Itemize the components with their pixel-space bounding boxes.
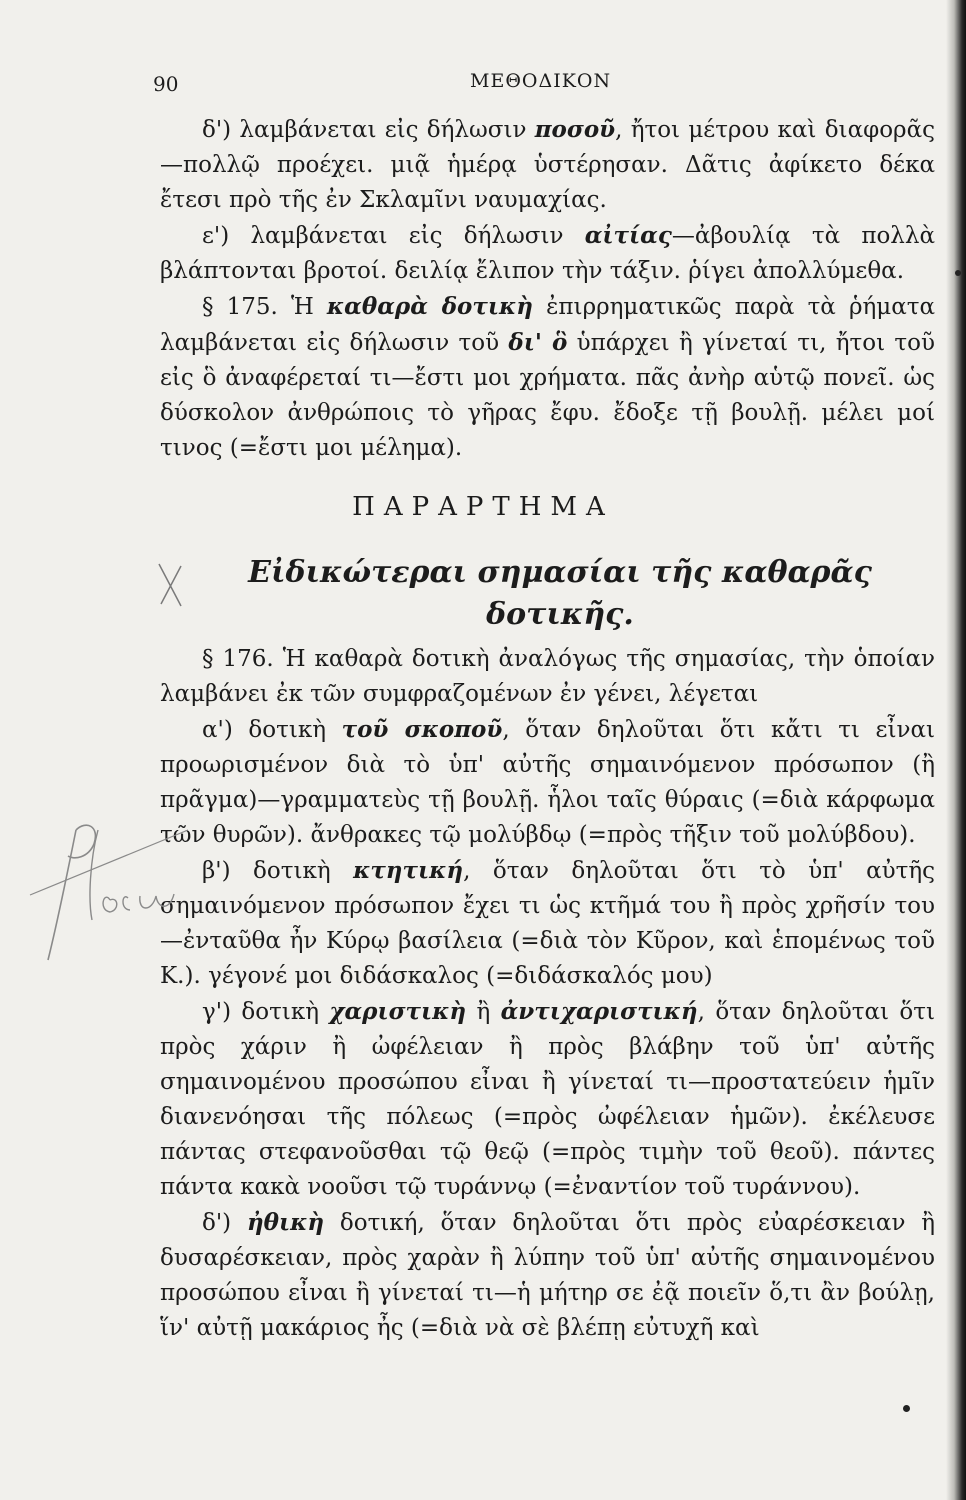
paragraph-c-charistiki: γ') δοτικὴ χαριστικὴ ἢ ἀντιχαριστική, ὅταν δηλοῦται ὅτι πρὸς χάριν ἢ ὠφέλειαν ἢ πρὸς βλάβην τοῦ ὑπ' αὐτῆς σημαινομένου προσώπου εἶναι ἢ γίνεταί τι—προστατεύειν ἡμῖν διανενόησαι τῆς πόλεως (=πρὸς ὠφέλειαν ἡμῶν). ἐκέλευσε πάντας στεφανοῦσθαι τῷ θεῷ (=πρὸς τιμὴν τοῦ θεοῦ). πάντες πάντα κακὰ νοοῦσι τῷ τυράννῳ (=ἐναντίον τοῦ τυράννου). (160, 998, 935, 1200)
term-aitias: αἰτίας (584, 222, 672, 249)
paragraph-b-possessive: β') δοτικὴ κτητική, ὅταν δηλοῦται ὅτι τὸ ὑπ' αὐτῆς σημαινόμενον πρόσωπον ἔχει τι ὡς κτῆμά του ἢ πρὸς χρῆσίν του—ἐνταῦθα ἦν Κύρῳ βασίλεια (=διὰ τὸν Κῦρον, καὶ ἑπομένως τοῦ Κ.). γέγονέ μοι διδάσκαλος (=διδάσκαλός μου) (160, 857, 935, 989)
term-skopou: τοῦ σκοποῦ (341, 716, 503, 743)
margin-x-mark (155, 560, 185, 610)
term-charistiki: χαριστικὴ (329, 998, 467, 1025)
term-kathara-dotiki: καθαρὰ δοτικὴ (326, 293, 533, 320)
ink-speck (903, 1405, 910, 1412)
bottom-section (160, 642, 935, 1346)
paragraph-176: § 176. Ἡ καθαρὰ δοτικὴ ἀναλόγως τῆς σημασίας, τὴν ὁποίαν λαμβάνει ἐκ τῶν συμφραζομένων ἐν γένει, λέγεται (160, 646, 935, 707)
ink-speck (955, 270, 961, 276)
appendix-heading: ΠΑΡΑΡΤΗΜΑ (352, 492, 614, 522)
paragraph-d-quantity: δ') λαμβάνεται εἰς δήλωσιν ποσοῦ, ἤτοι μέτρου καὶ διαφορᾶς—πολλῷ προέχει. μιᾷ ἡμέρᾳ ὑστέρησαν. Δᾶτις ἀφίκετο δέκα ἔτεσι πρὸ τῆς ἐν Σκλαμῖνι ναυμαχίας. (160, 116, 935, 213)
paragraph-d-ethical: δ') ἠθικὴ δοτική, ὅταν δηλοῦται ὅτι πρὸς εὐαρέσκειαν ἢ δυσαρέσκειαν, πρὸς χαρὰν ἢ λύπην τοῦ ὑπ' αὐτῆς σημαινομένου προσώπου εἶναι ἢ γίνεταί τι—ἡ μήτηρ σε ἐᾷ ποιεῖν ὅ,τι ἂν βούλῃ, ἵν' αὐτῇ μακάριος ἦς (=διὰ νὰ σὲ βλέπῃ εὐτυχῆ καὶ (160, 1209, 935, 1341)
term-ithiki: ἠθικὴ (246, 1209, 325, 1236)
term-ktitiki: κτητική (353, 857, 464, 884)
paragraph-175: § 175. Ἡ καθαρὰ δοτικὴ ἐπιρρηματικῶς παρὰ τὰ ῥήματα λαμβάνεται εἰς δήλωσιν τοῦ δι' ὃ ὑπάρχει ἢ γίνεταί τι, ἤτοι τοῦ εἰς ὃ ἀναφέρεταί τι—ἔστι μοι χρήματα. πᾶς ἀνὴρ αὑτῷ πονεῖ. ὡς δύσκολον ἀνθρώποις τὸ γῆρας ἔφυ. ἔδοξε τῇ βουλῇ. μέλει μοί τινος (=ἔστι μοι μέλημα). (160, 293, 935, 461)
appendix-subheading: Εἰδικώτεραι σημασίαι τῆς καθαρᾶς δοτικῆς. (248, 555, 872, 632)
page-binding-edge (946, 0, 966, 1500)
top-section (160, 112, 935, 466)
running-title: ΜΕΘΟΔΙΚΟΝ (470, 70, 612, 92)
margin-handwritten-note (28, 800, 188, 980)
term-posou: ποσοῦ (534, 116, 616, 143)
paragraph-e-cause: ε') λαμβάνεται εἰς δήλωσιν αἰτίας—ἀβουλίᾳ τὰ πολλὰ βλάπτονται βροτοί. δειλίᾳ ἔλιπον τὴν τάξιν. ῥίγει ἀπολλύμεθα. (160, 222, 935, 284)
paragraph-a-purpose: α') δοτικὴ τοῦ σκοποῦ, ὅταν δηλοῦται ὅτι κἄτι τι εἶναι προωρισμένον διὰ τὸ ὑπ' αὐτῆς σημαινόμενον πρόσωπον (ἢ πρᾶγμα)—γραμματεὺς τῇ βουλῇ. ἧλοι ταῖς θύραις (=διὰ κάρφωμα τῶν θυρῶν). ἄνθρακες τῷ μολύβδῳ (=πρὸς τῆξιν τοῦ μολύβδου). (160, 716, 935, 848)
page-number: 90 (153, 72, 179, 96)
term-di-o: δι' ὃ (508, 329, 568, 356)
term-anticharistiki: ἀντιχαριστική (500, 998, 698, 1025)
